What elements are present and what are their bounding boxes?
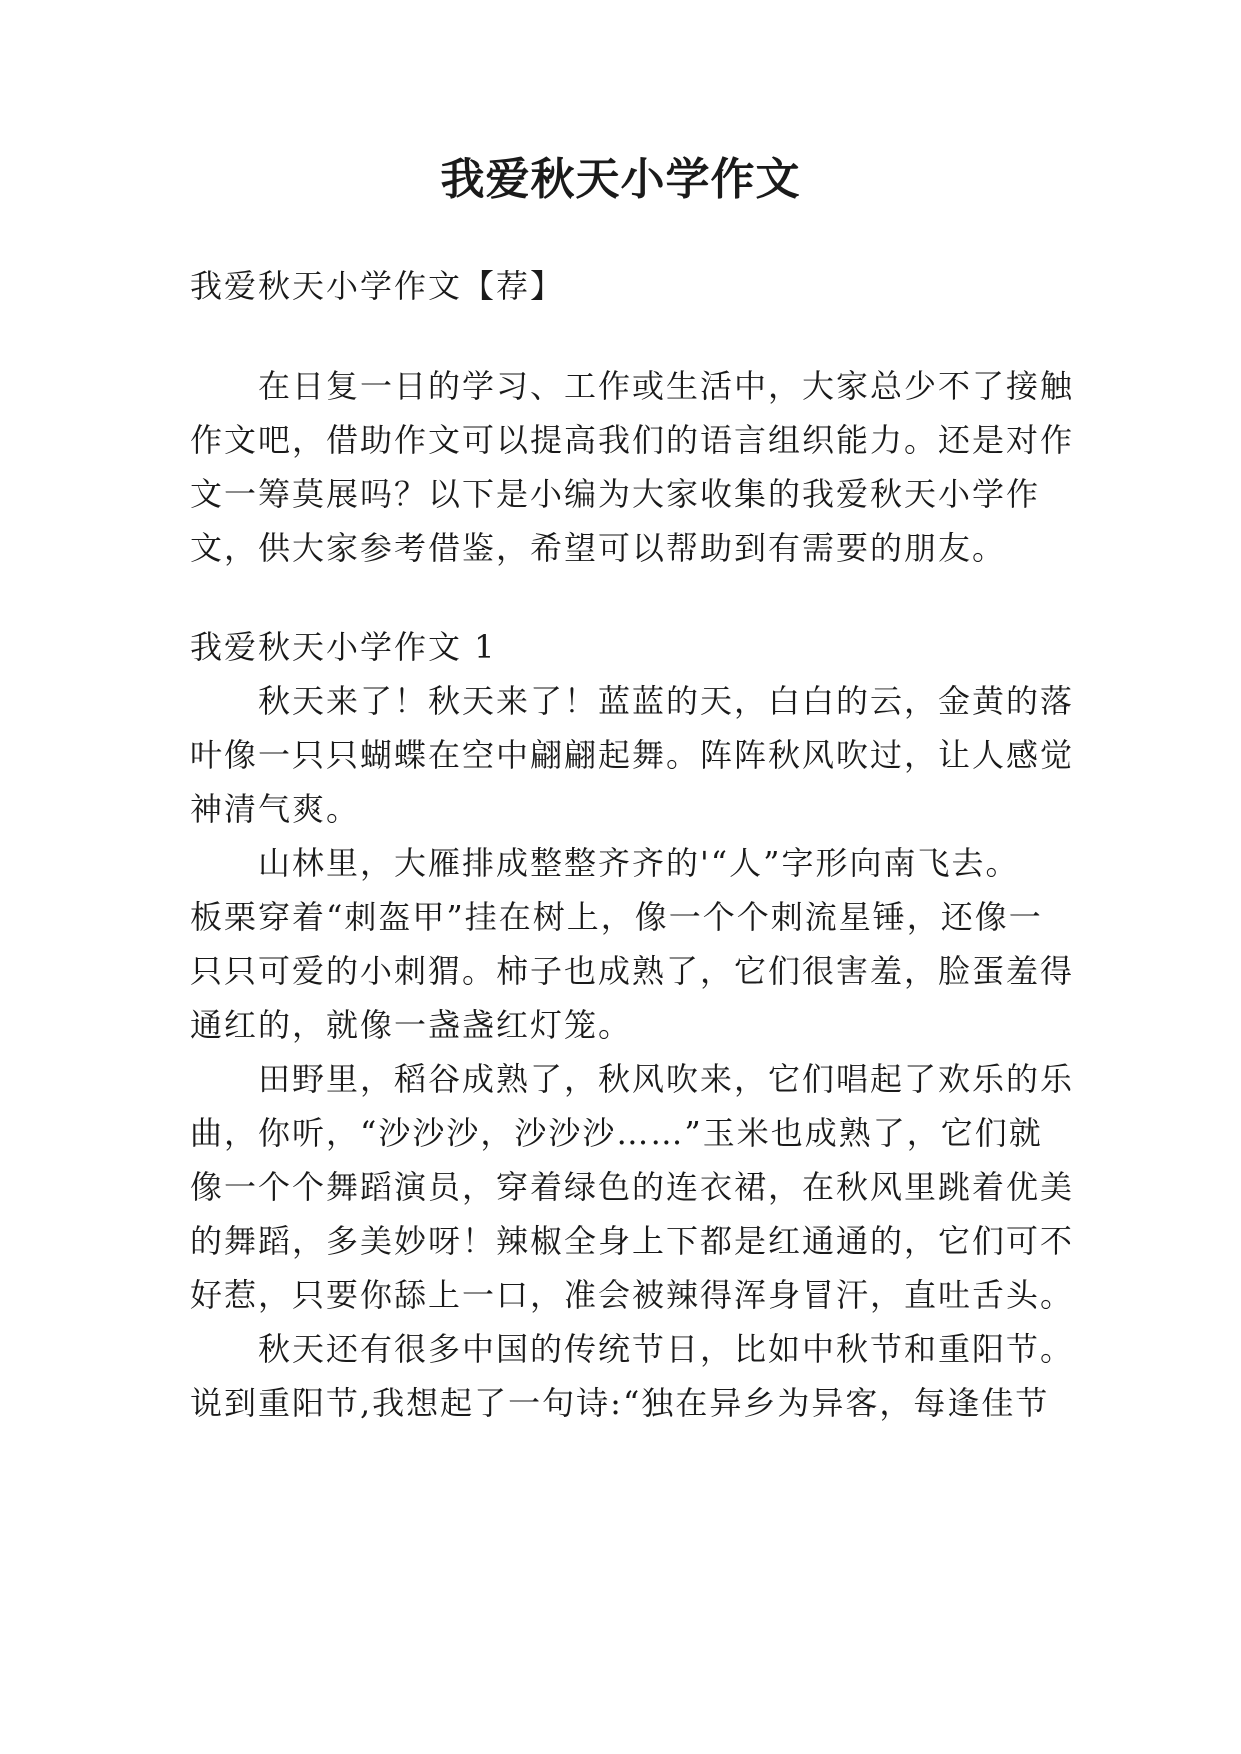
body-line: 通红的，就像一盏盏红灯笼。 [190,1006,633,1044]
body-line: 曲，你听，“沙沙沙，沙沙沙……”玉米也成熟了，它们就 [190,1114,1043,1152]
body-line: 说到重阳节,我想起了一句诗:“独在异乡为异客，每逢佳节 [190,1384,1050,1422]
body-line: 叶像一只只蝴蝶在空中翩翩起舞。阵阵秋风吹过，让人感觉 [190,736,1075,774]
body-line: 秋天来了！秋天来了！蓝蓝的天，白白的云，金黄的落 [190,682,1075,720]
intro-line: 文，供大家参考借鉴，希望可以帮助到有需要的朋友。 [190,529,1007,567]
body-line: 神清气爽。 [190,790,361,828]
body-line: 田野里，稻谷成熟了，秋风吹来，它们唱起了欢乐的乐 [190,1060,1075,1098]
body-line: 只只可爱的小刺猬。柿子也成熟了，它们很害羞，脸蛋羞得 [190,952,1075,990]
body-line: 好惹，只要你舔上一口，准会被辣得浑身冒汗，直吐舌头。 [190,1276,1075,1314]
intro-line: 文一筹莫展吗？以下是小编为大家收集的我爱秋天小学作 [190,475,1041,513]
intro-line: 在日复一日的学习、工作或生活中，大家总少不了接触 [190,367,1075,405]
section-heading: 我爱秋天小学作文 1 [190,628,497,666]
body-line: 的舞蹈，多美妙呀！辣椒全身上下都是红通通的，它们可不 [190,1222,1075,1260]
body-line: 秋天还有很多中国的传统节日，比如中秋节和重阳节。 [190,1330,1075,1368]
intro-line: 作文吧，借助作文可以提高我们的语言组织能力。还是对作 [190,421,1075,459]
document-title: 我爱秋天小学作文 [440,154,801,205]
body-line: 像一个个舞蹈演员，穿着绿色的连衣裙，在秋风里跳着优美 [190,1168,1075,1206]
body-line: 山林里，大雁排成整整齐齐的'“人”字形向南飞去。 [190,844,1020,882]
document-subtitle: 我爱秋天小学作文【荐】 [190,267,565,305]
body-line: 板栗穿着“刺盔甲”挂在树上，像一个个刺流星锤，还像一 [190,898,1043,936]
